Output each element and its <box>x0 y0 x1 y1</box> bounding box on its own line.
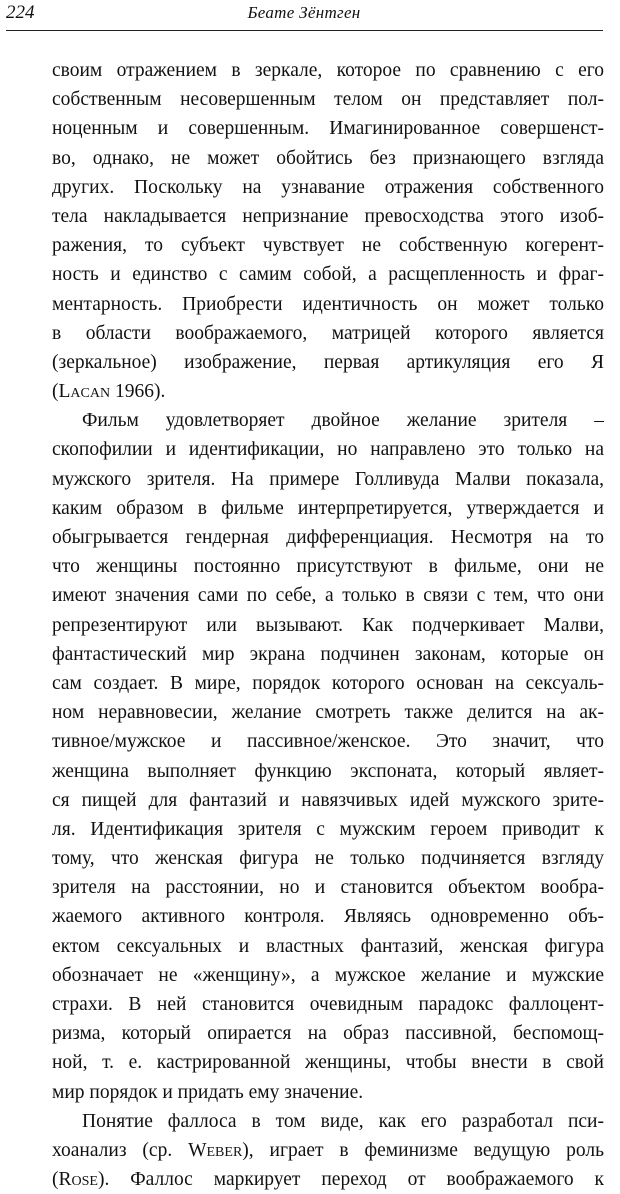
text-line: жаемого активного контроля. Являясь одновременно объ- <box>52 906 604 928</box>
text-line: мужского зрителя. На примере Голливуда Малви показала, <box>52 468 604 490</box>
running-head: Беате Зёнтген <box>247 3 361 22</box>
text-line: репрезентируют или вызывают. Как подчеркивает Малви, <box>52 614 604 636</box>
header-rule <box>6 30 603 31</box>
text-line: зрителя на расстоянии, но и становится объектом вообра- <box>52 877 604 899</box>
text-line: ной, т. е. кастрированной женщины, чтобы внести в свой <box>52 1052 604 1074</box>
text-line: фантастический мир экрана подчинен законам, которые он <box>52 643 604 665</box>
text-line: ризма, который опирается на образ пассивной, беспомощ- <box>52 1023 604 1045</box>
text-line: ля. Идентификация зрителя с мужским героем приводит к <box>52 818 604 840</box>
text-line: своим отражением в зеркале, которое по сравнению с его <box>52 60 604 81</box>
text-line: что женщины постоянно присутствуют в фильме, они не <box>52 556 604 578</box>
text-line: в области воображаемого, матрицей которого является <box>52 322 604 344</box>
text-line: скопофилии и идентификации, но направлено это только на <box>52 439 604 461</box>
text-line: других. Поскольку на узнавание отражения собственного <box>52 176 604 198</box>
text-line: ражения, то субъект чувствует не собственную когерент- <box>52 235 604 257</box>
text-line: ность и единство с самим собой, а расщепленность и фраг- <box>52 264 604 286</box>
text-line: (Rose). Фаллос маркирует переход от воображаемого к <box>52 1169 604 1191</box>
text-line: Фильм удовлетворяет двойное желание зрителя – <box>82 410 604 432</box>
text-line: имеют значения сами по себе, а только в связи с тем, что они <box>52 585 604 607</box>
text-line: хоанализ (ср. Weber), играет в феминизме ведущую роль <box>52 1139 604 1161</box>
page-number: 224 <box>6 2 35 23</box>
text-line: обыгрывается гендерная дифференциация. Несмотря на то <box>52 527 604 548</box>
text-line: тела накладывается непризнание превосходства этого изоб- <box>52 205 604 227</box>
text-line: собственным несовершенным телом он представляет пол- <box>52 89 604 111</box>
text-line: ноценным и совершенным. Имагинированное совершенст- <box>52 118 604 140</box>
text-line: мир порядок и придать ему значение. <box>52 1081 364 1103</box>
body-text <box>52 56 604 1194</box>
text-line: (зеркальное) изображение, первая артикуляция его Я <box>52 351 604 373</box>
text-line: сам создает. В мире, порядок которого основан на сексуаль- <box>52 672 604 694</box>
text-line: во, однако, не может обойтись без признающего взгляда <box>52 147 604 169</box>
text-line: обозначает не «женщину», а мужское желание и мужские <box>52 964 604 986</box>
text-line: женщина выполняет функцию экспоната, который являет- <box>52 760 604 782</box>
text-line: (Lacan 1966). <box>52 381 166 403</box>
text-line: тому, что женская фигура не только подчиняется взгляду <box>52 848 604 870</box>
text-line: ся пищей для фантазий и навязчивых идей мужского зрите- <box>52 789 604 811</box>
text-line: ном неравновесии, желание смотреть также делится на ак- <box>52 702 604 724</box>
text-line: страхи. В ней становится очевидным парадокс фаллоцент- <box>52 994 604 1015</box>
text-line: Понятие фаллоса в том виде, как его разработал пси- <box>82 1110 604 1132</box>
text-line: каким образом в фильме интерпретируется, утверждается и <box>52 497 604 519</box>
page-header <box>6 2 602 28</box>
text-line: тивное/мужское и пассивное/женское. Это значит, что <box>52 731 604 753</box>
text-line: ментарность. Приобрести идентичность он может только <box>52 293 604 315</box>
text-line: ектом сексуальных и властных фантазий, женская фигура <box>52 935 604 957</box>
